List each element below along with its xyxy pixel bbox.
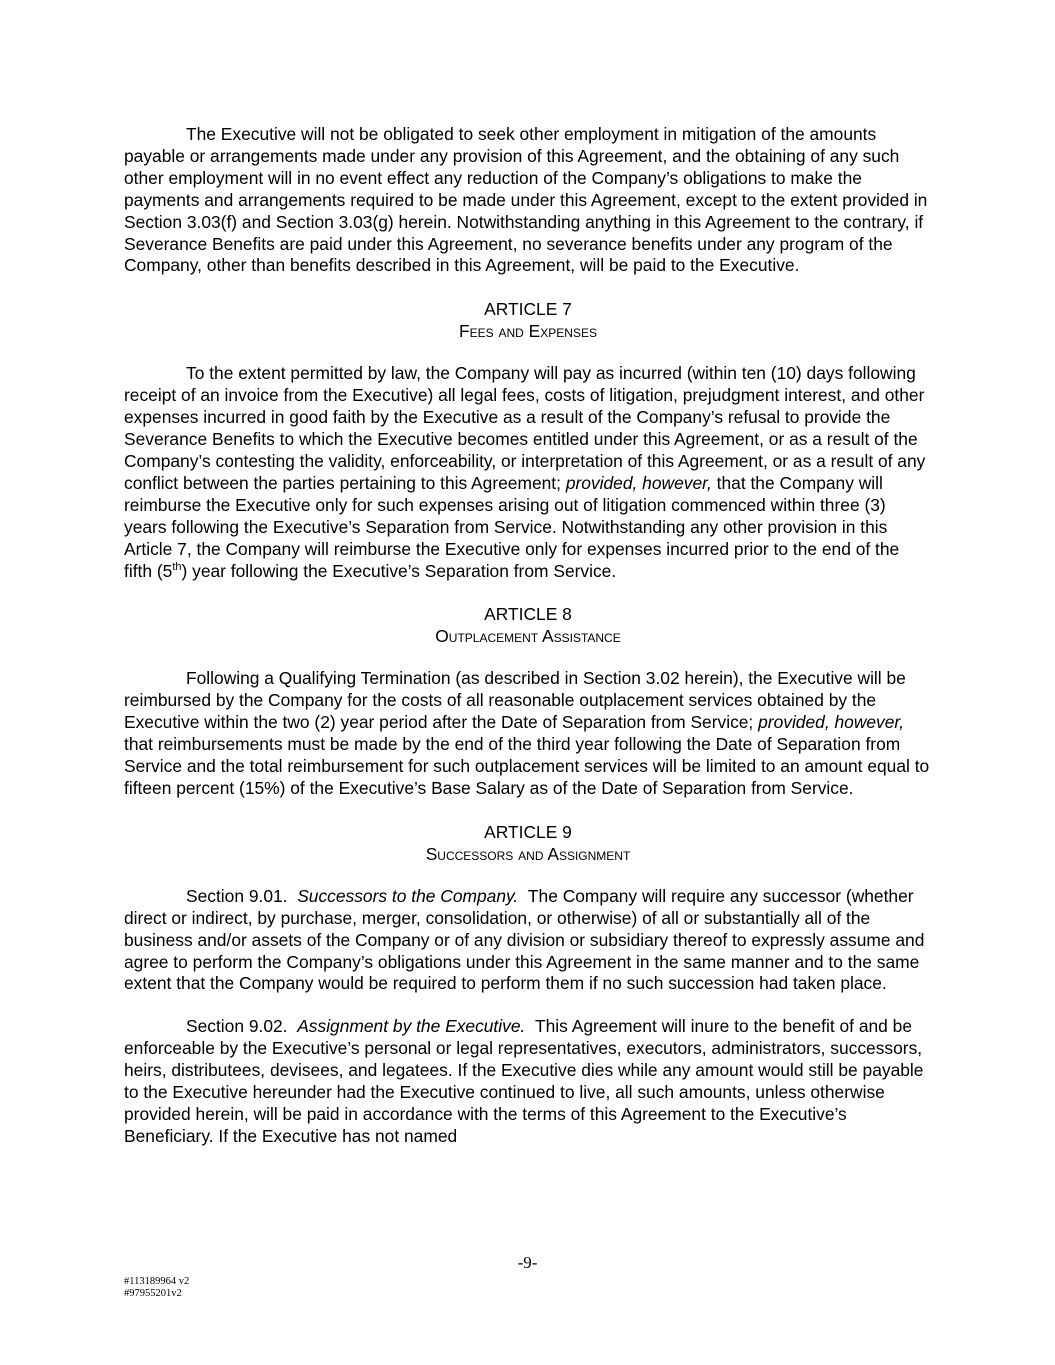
- article-7-heading: [124, 298, 932, 342]
- article-7-title: Fees and Expenses: [459, 321, 597, 342]
- page-number: -9-: [517, 1253, 538, 1272]
- article-7-text-2: that the Company will reimburse the Executive only for such expenses arising out of litigation commenced within three (3) years following the Executive’s Separation from Service. Notwithstanding any other provision in this Article 7, the Company will reimburse the Executive only for expenses incurred prior to the end of the fifth (5: [124, 472, 900, 581]
- article-9-heading: [124, 821, 932, 865]
- article-8-title: Outplacement Assistance: [435, 626, 621, 647]
- document-ids: [124, 1276, 189, 1300]
- section-9-01-paragraph: [124, 886, 932, 996]
- article-7-superscript: th: [172, 560, 182, 573]
- article-9-title: Successors and Assignment: [425, 843, 631, 864]
- mitigation-paragraph: The Executive will not be obligated to seek other employment in mitigation of the amounts payable or arrangements made under any provision of this Agreement, and the obtaining of any such other employment will in no event effect any reduction of the Company’s obligations to make the payments and arrangements required to be made under this Agreement, except to the extent provided in Section 3.03(f) and Section 3.03(g) herein. Notwithstanding anything in this Agreement to the contrary, if Severance Benefits are paid under this Agreement, no severance benefits under any program of the Company, other than benefits described in this Agreement, will be paid to the Executive.: [124, 124, 928, 276]
- article-7-proviso: provided, however,: [565, 472, 712, 493]
- section-9-02-paragraph: [124, 1016, 932, 1147]
- article-7-text-1: To the extent permitted by law, the Company will pay as incurred (within ten (10) days following receipt of an invoice from the Executive) all legal fees, costs of litigation, prejudgment interest, and other expenses incurred in good faith by the Executive as a result of the Company’s refusal to provide the Severance Benefits to which the Executive becomes entitled under this Agreement, or as a result of the Company’s contesting the validity, enforceability, or interpretation of this Agreement, or as a result of any conflict between the parties pertaining to this Agreement;: [124, 363, 926, 493]
- section-9-01-label: Section 9.01.: [186, 885, 288, 906]
- article-8-text-2: that reimbursements must be made by the end of the third year following the Date of Separation from Service and the total reimbursement for such outplacement services will be limited to an amount equal to fifteen percent (15%) of the Executive’s Base Salary as of the Date of Separation from Service.: [124, 734, 930, 798]
- article-8-paragraph: [124, 668, 932, 799]
- section-9-02-heading: Assignment by the Executive.: [297, 1016, 526, 1037]
- article-7-text-3: ) year following the Executive’s Separation from Service.: [181, 560, 617, 581]
- article-8-proviso: provided, however,: [758, 712, 905, 733]
- article-7-paragraph: [124, 363, 932, 582]
- section-9-02-label: Section 9.02.: [186, 1016, 288, 1037]
- document-body: [124, 124, 932, 1169]
- document-id: #97955201v2: [124, 1288, 182, 1299]
- article-9-number: ARTICLE 9: [484, 821, 572, 842]
- article-8-heading: [124, 603, 932, 647]
- article-8-text-1: Following a Qualifying Termination (as described in Section 3.02 herein), the Executive will be reimbursed by the Company for the costs of all reasonable outplacement services obtained by the Executive within the two (2) year period after the Date of Separation from Service;: [124, 668, 906, 733]
- article-7-number: ARTICLE 7: [484, 299, 572, 320]
- section-9-01-text: The Company will require any successor (whether direct or indirect, by purchase, merger, consolidation, or otherwise) of all or substantially all of the business and/or assets of the Company or of any division or subsidiary thereof to expressly assume and agree to perform the Company’s obligations under this Agreement in the same manner and to the same extent that the Company would be required to perform them if no such succession had taken place.: [124, 885, 925, 994]
- section-9-02-text: This Agreement will inure to the benefit of and be enforceable by the Executive’s personal or legal representatives, executors, administrators, successors, heirs, distributees, devisees, and legatees. If the Executive dies while any amount would still be payable to the Executive hereunder had the Executive continued to live, all such amounts, unless otherwise provided herein, will be paid in accordance with the terms of this Agreement to the Executive’s Beneficiary. If the Executive has not named: [124, 1016, 924, 1146]
- document-id: #113189964 v2: [124, 1276, 190, 1287]
- article-8-number: ARTICLE 8: [484, 604, 572, 625]
- section-9-01-heading: Successors to the Company.: [297, 885, 519, 906]
